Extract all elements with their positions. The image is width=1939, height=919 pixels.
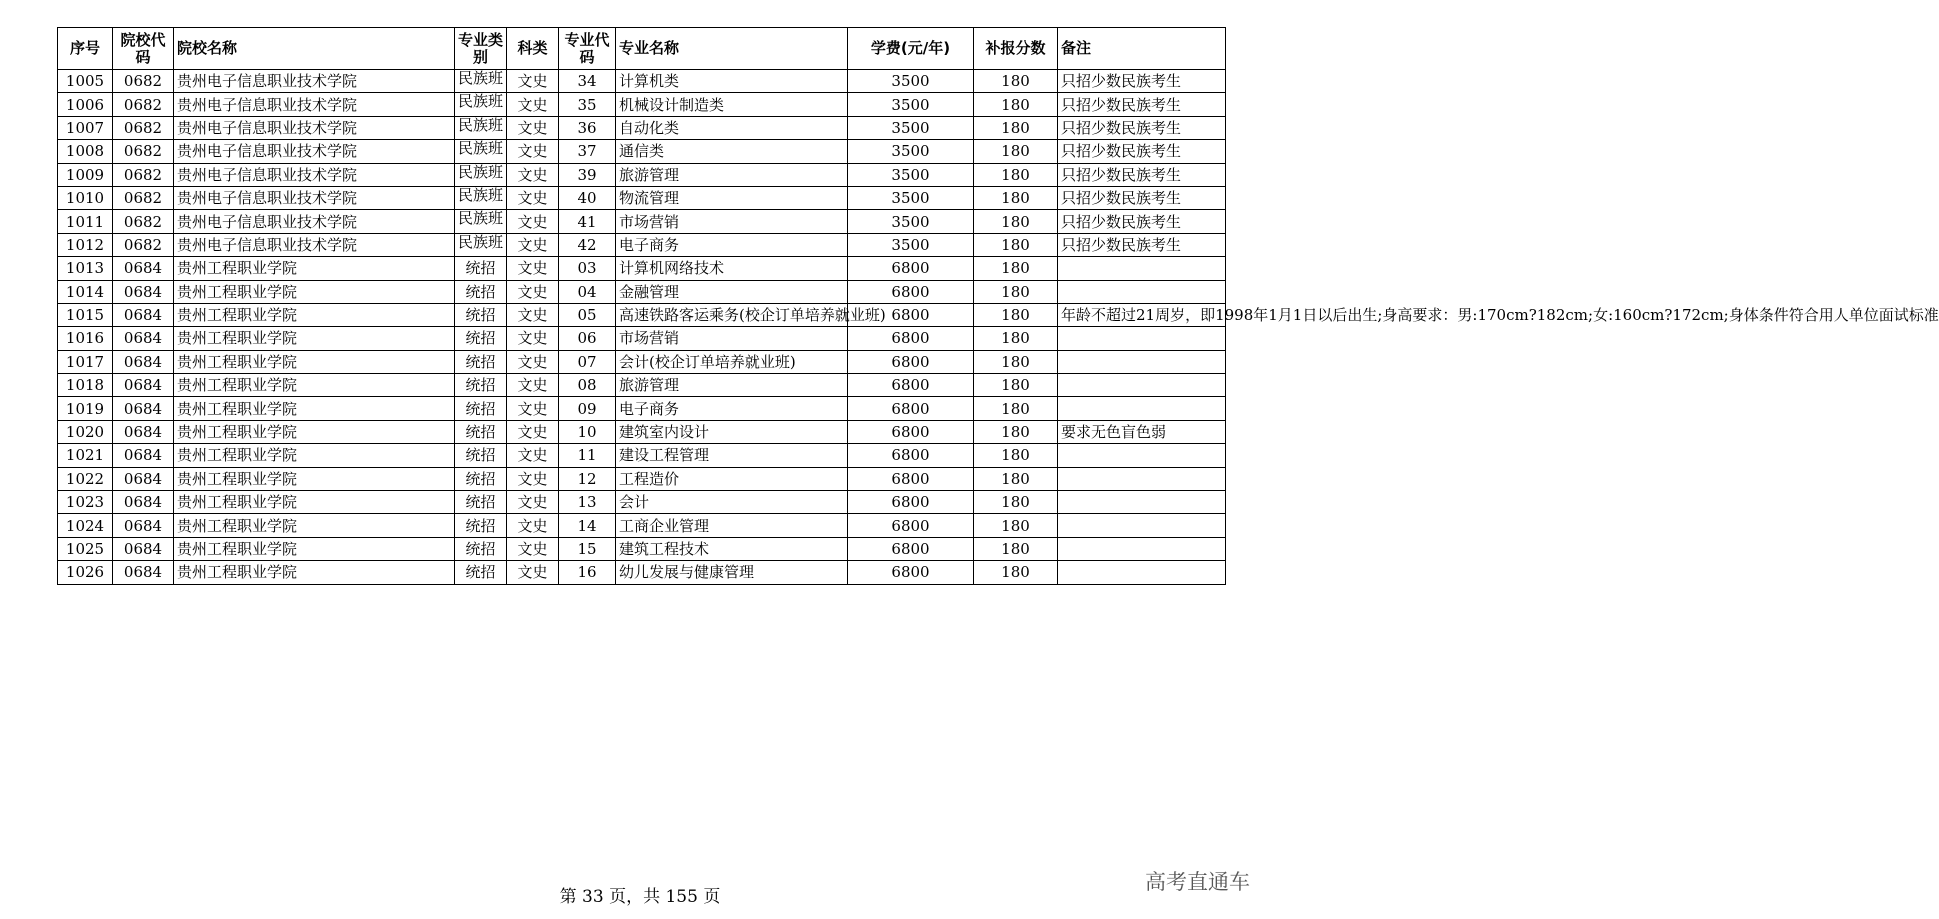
cell-seq: 1005 bbox=[58, 70, 113, 93]
table-row bbox=[58, 140, 1226, 163]
cell-school-name: 贵州工程职业学院 bbox=[174, 514, 455, 537]
cell-major-name: 市场营销 bbox=[616, 327, 848, 350]
cell-remark: 只招少数民族考生 bbox=[1058, 140, 1226, 163]
cell-major-name: 电子商务 bbox=[616, 397, 848, 420]
cell-school-name: 贵州工程职业学院 bbox=[174, 303, 455, 326]
cell-remark bbox=[1058, 537, 1226, 560]
cell-subject: 文史 bbox=[507, 116, 559, 139]
admissions-table bbox=[57, 27, 1939, 585]
cell-major-category: 民族班 bbox=[455, 116, 507, 139]
header-major-category: 专业类别 bbox=[455, 28, 507, 70]
cell-school-name: 贵州电子信息职业技术学院 bbox=[174, 70, 455, 93]
cell-major-category: 统招 bbox=[455, 303, 507, 326]
cell-school-code: 0684 bbox=[113, 327, 174, 350]
cell-subject: 文史 bbox=[507, 467, 559, 490]
cell-major-category: 统招 bbox=[455, 350, 507, 373]
cell-fee: 3500 bbox=[848, 186, 974, 209]
cell-seq: 1013 bbox=[58, 257, 113, 280]
cell-remark: 只招少数民族考生 bbox=[1058, 163, 1226, 186]
table-row bbox=[58, 561, 1226, 584]
cell-remark: 只招少数民族考生 bbox=[1058, 116, 1226, 139]
cell-major-name: 会计 bbox=[616, 491, 848, 514]
cell-score: 180 bbox=[974, 116, 1058, 139]
cell-school-name: 贵州电子信息职业技术学院 bbox=[174, 163, 455, 186]
cell-remark bbox=[1058, 374, 1226, 397]
cell-major-code: 07 bbox=[559, 350, 616, 373]
cell-subject: 文史 bbox=[507, 233, 559, 256]
cell-fee: 3500 bbox=[848, 93, 974, 116]
cell-school-name: 贵州电子信息职业技术学院 bbox=[174, 93, 455, 116]
cell-major-code: 34 bbox=[559, 70, 616, 93]
cell-major-code: 39 bbox=[559, 163, 616, 186]
cell-seq: 1026 bbox=[58, 561, 113, 584]
cell-major-code: 05 bbox=[559, 303, 616, 326]
cell-score: 180 bbox=[974, 163, 1058, 186]
table-header bbox=[58, 28, 1226, 70]
cell-fee: 3500 bbox=[848, 210, 974, 233]
cell-major-name: 市场营销 bbox=[616, 210, 848, 233]
cell-school-code: 0682 bbox=[113, 233, 174, 256]
cell-major-code: 37 bbox=[559, 140, 616, 163]
cell-remark: 年龄不超过21周岁，即1998年1月1日以后出生;身高要求：男:170cm?182cm;女:160cm?172cm;身体条件符合用人单位面试标准 bbox=[1058, 303, 1226, 326]
cell-major-name: 通信类 bbox=[616, 140, 848, 163]
cell-fee: 6800 bbox=[848, 561, 974, 584]
cell-major-code: 06 bbox=[559, 327, 616, 350]
cell-subject: 文史 bbox=[507, 374, 559, 397]
cell-major-code: 35 bbox=[559, 93, 616, 116]
cell-remark bbox=[1058, 327, 1226, 350]
cell-score: 180 bbox=[974, 210, 1058, 233]
cell-score: 180 bbox=[974, 186, 1058, 209]
cell-seq: 1023 bbox=[58, 491, 113, 514]
cell-seq: 1017 bbox=[58, 350, 113, 373]
cell-major-code: 09 bbox=[559, 397, 616, 420]
cell-remark: 只招少数民族考生 bbox=[1058, 210, 1226, 233]
cell-subject: 文史 bbox=[507, 257, 559, 280]
table-row bbox=[58, 303, 1226, 326]
cell-major-name: 自动化类 bbox=[616, 116, 848, 139]
cell-school-code: 0684 bbox=[113, 444, 174, 467]
cell-major-name: 计算机网络技术 bbox=[616, 257, 848, 280]
cell-score: 180 bbox=[974, 70, 1058, 93]
cell-major-category: 统招 bbox=[455, 514, 507, 537]
table-body bbox=[58, 69, 1939, 585]
page-number: 第 33 页，共 155 页 bbox=[559, 887, 721, 907]
cell-score: 180 bbox=[974, 491, 1058, 514]
cell-fee: 3500 bbox=[848, 70, 974, 93]
cell-major-name: 旅游管理 bbox=[616, 374, 848, 397]
cell-remark: 要求无色盲色弱 bbox=[1058, 420, 1226, 443]
cell-school-name: 贵州工程职业学院 bbox=[174, 397, 455, 420]
cell-school-name: 贵州工程职业学院 bbox=[174, 491, 455, 514]
cell-remark: 只招少数民族考生 bbox=[1058, 70, 1226, 93]
cell-seq: 1009 bbox=[58, 163, 113, 186]
cell-major-name: 幼儿发展与健康管理 bbox=[616, 561, 848, 584]
table-row bbox=[58, 327, 1226, 350]
cell-school-code: 0682 bbox=[113, 116, 174, 139]
cell-fee: 6800 bbox=[848, 491, 974, 514]
cell-major-name: 金融管理 bbox=[616, 280, 848, 303]
cell-major-name: 旅游管理 bbox=[616, 163, 848, 186]
cell-seq: 1021 bbox=[58, 444, 113, 467]
cell-major-code: 11 bbox=[559, 444, 616, 467]
cell-school-name: 贵州电子信息职业技术学院 bbox=[174, 140, 455, 163]
header-score: 补报分数 bbox=[974, 28, 1058, 70]
header-fee bbox=[848, 28, 974, 70]
cell-school-code: 0682 bbox=[113, 210, 174, 233]
cell-major-category: 民族班 bbox=[455, 140, 507, 163]
cell-major-category: 民族班 bbox=[455, 186, 507, 209]
cell-remark bbox=[1058, 280, 1226, 303]
cell-major-category: 统招 bbox=[455, 327, 507, 350]
cell-subject: 文史 bbox=[507, 93, 559, 116]
cell-score: 180 bbox=[974, 514, 1058, 537]
cell-school-name: 贵州工程职业学院 bbox=[174, 280, 455, 303]
cell-school-name: 贵州工程职业学院 bbox=[174, 420, 455, 443]
header-major-code: 专业代码 bbox=[559, 28, 616, 70]
cell-score: 180 bbox=[974, 93, 1058, 116]
cell-score: 180 bbox=[974, 303, 1058, 326]
cell-seq: 1006 bbox=[58, 93, 113, 116]
cell-school-name: 贵州工程职业学院 bbox=[174, 350, 455, 373]
cell-school-code: 0684 bbox=[113, 350, 174, 373]
cell-fee: 6800 bbox=[848, 420, 974, 443]
cell-subject: 文史 bbox=[507, 537, 559, 560]
cell-school-name: 贵州电子信息职业技术学院 bbox=[174, 116, 455, 139]
cell-major-category: 民族班 bbox=[455, 233, 507, 256]
cell-subject: 文史 bbox=[507, 70, 559, 93]
cell-major-name: 工程造价 bbox=[616, 467, 848, 490]
cell-major-code: 16 bbox=[559, 561, 616, 584]
cell-fee: 3500 bbox=[848, 163, 974, 186]
cell-remark: 只招少数民族考生 bbox=[1058, 93, 1226, 116]
cell-fee: 6800 bbox=[848, 537, 974, 560]
cell-remark bbox=[1058, 257, 1226, 280]
cell-major-code: 36 bbox=[559, 116, 616, 139]
cell-school-code: 0684 bbox=[113, 420, 174, 443]
cell-major-name: 建筑室内设计 bbox=[616, 420, 848, 443]
cell-score: 180 bbox=[974, 233, 1058, 256]
cell-fee: 3500 bbox=[848, 233, 974, 256]
cell-major-name: 工商企业管理 bbox=[616, 514, 848, 537]
cell-major-code: 15 bbox=[559, 537, 616, 560]
table-row bbox=[58, 514, 1226, 537]
cell-major-category: 民族班 bbox=[455, 70, 507, 93]
cell-major-category: 民族班 bbox=[455, 210, 507, 233]
cell-major-name: 电子商务 bbox=[616, 233, 848, 256]
table-row bbox=[58, 467, 1226, 490]
header-major-name: 专业名称 bbox=[616, 28, 848, 70]
table-row bbox=[58, 491, 1226, 514]
cell-major-category: 统招 bbox=[455, 467, 507, 490]
watermark-logo-text: 高考直通车 bbox=[1145, 870, 1250, 894]
cell-major-name: 建筑工程技术 bbox=[616, 537, 848, 560]
cell-subject: 文史 bbox=[507, 140, 559, 163]
cell-major-code: 13 bbox=[559, 491, 616, 514]
cell-subject: 文史 bbox=[507, 350, 559, 373]
cell-major-category: 统招 bbox=[455, 561, 507, 584]
cell-fee: 6800 bbox=[848, 280, 974, 303]
table-row bbox=[58, 374, 1226, 397]
cell-major-category: 统招 bbox=[455, 280, 507, 303]
cell-remark bbox=[1058, 561, 1226, 584]
header-seq: 序号 bbox=[58, 28, 113, 70]
cell-remark bbox=[1058, 397, 1226, 420]
cell-school-code: 0684 bbox=[113, 397, 174, 420]
cell-major-name: 高速铁路客运乘务(校企订单培养就业班) bbox=[616, 303, 848, 326]
cell-school-code: 0684 bbox=[113, 467, 174, 490]
cell-seq: 1016 bbox=[58, 327, 113, 350]
table-row bbox=[58, 186, 1226, 209]
cell-fee: 3500 bbox=[848, 140, 974, 163]
cell-subject: 文史 bbox=[507, 163, 559, 186]
cell-school-code: 0682 bbox=[113, 163, 174, 186]
header-school-name: 院校名称 bbox=[174, 28, 455, 70]
cell-school-name: 贵州工程职业学院 bbox=[174, 444, 455, 467]
table-row bbox=[58, 397, 1226, 420]
cell-major-code: 40 bbox=[559, 186, 616, 209]
cell-school-code: 0682 bbox=[113, 70, 174, 93]
cell-score: 180 bbox=[974, 397, 1058, 420]
cell-school-name: 贵州工程职业学院 bbox=[174, 257, 455, 280]
cell-seq: 1025 bbox=[58, 537, 113, 560]
table-row bbox=[58, 163, 1226, 186]
cell-subject: 文史 bbox=[507, 280, 559, 303]
cell-major-name: 计算机类 bbox=[616, 70, 848, 93]
cell-school-code: 0684 bbox=[113, 537, 174, 560]
cell-subject: 文史 bbox=[507, 444, 559, 467]
cell-subject: 文史 bbox=[507, 327, 559, 350]
cell-score: 180 bbox=[974, 257, 1058, 280]
cell-major-name: 会计(校企订单培养就业班) bbox=[616, 350, 848, 373]
cell-score: 180 bbox=[974, 350, 1058, 373]
cell-fee: 6800 bbox=[848, 514, 974, 537]
cell-seq: 1022 bbox=[58, 467, 113, 490]
cell-major-category: 统招 bbox=[455, 491, 507, 514]
cell-seq: 1007 bbox=[58, 116, 113, 139]
cell-subject: 文史 bbox=[507, 514, 559, 537]
cell-score: 180 bbox=[974, 561, 1058, 584]
table-row bbox=[58, 257, 1226, 280]
cell-remark bbox=[1058, 514, 1226, 537]
cell-school-name: 贵州电子信息职业技术学院 bbox=[174, 186, 455, 209]
cell-major-code: 42 bbox=[559, 233, 616, 256]
cell-school-name: 贵州工程职业学院 bbox=[174, 537, 455, 560]
cell-school-name: 贵州工程职业学院 bbox=[174, 561, 455, 584]
cell-fee: 3500 bbox=[848, 116, 974, 139]
cell-subject: 文史 bbox=[507, 303, 559, 326]
cell-major-category: 统招 bbox=[455, 257, 507, 280]
cell-fee: 6800 bbox=[848, 397, 974, 420]
cell-score: 180 bbox=[974, 280, 1058, 303]
cell-fee: 6800 bbox=[848, 444, 974, 467]
cell-major-name: 物流管理 bbox=[616, 186, 848, 209]
cell-school-code: 0682 bbox=[113, 93, 174, 116]
cell-remark bbox=[1058, 491, 1226, 514]
cell-major-code: 03 bbox=[559, 257, 616, 280]
table-row bbox=[58, 233, 1226, 256]
cell-school-code: 0682 bbox=[113, 140, 174, 163]
cell-score: 180 bbox=[974, 327, 1058, 350]
cell-major-category: 统招 bbox=[455, 444, 507, 467]
cell-seq: 1018 bbox=[58, 374, 113, 397]
cell-seq: 1012 bbox=[58, 233, 113, 256]
cell-seq: 1008 bbox=[58, 140, 113, 163]
cell-school-code: 0684 bbox=[113, 491, 174, 514]
cell-subject: 文史 bbox=[507, 491, 559, 514]
cell-major-category: 统招 bbox=[455, 537, 507, 560]
cell-remark bbox=[1058, 444, 1226, 467]
cell-seq: 1010 bbox=[58, 186, 113, 209]
cell-school-code: 0684 bbox=[113, 374, 174, 397]
cell-school-code: 0684 bbox=[113, 303, 174, 326]
cell-school-name: 贵州电子信息职业技术学院 bbox=[174, 210, 455, 233]
cell-seq: 1015 bbox=[58, 303, 113, 326]
cell-major-category: 统招 bbox=[455, 374, 507, 397]
cell-score: 180 bbox=[974, 444, 1058, 467]
cell-major-category: 民族班 bbox=[455, 93, 507, 116]
cell-fee: 6800 bbox=[848, 327, 974, 350]
cell-score: 180 bbox=[974, 140, 1058, 163]
table-row bbox=[58, 350, 1226, 373]
cell-score: 180 bbox=[974, 467, 1058, 490]
table-row bbox=[58, 280, 1226, 303]
table-row bbox=[58, 420, 1226, 443]
table-row bbox=[58, 537, 1226, 560]
cell-fee: 6800 bbox=[848, 350, 974, 373]
cell-seq: 1020 bbox=[58, 420, 113, 443]
cell-school-name: 贵州电子信息职业技术学院 bbox=[174, 233, 455, 256]
cell-school-name: 贵州工程职业学院 bbox=[174, 327, 455, 350]
table-row bbox=[58, 93, 1226, 116]
cell-school-code: 0684 bbox=[113, 514, 174, 537]
cell-school-name: 贵州工程职业学院 bbox=[174, 467, 455, 490]
cell-fee: 6800 bbox=[848, 374, 974, 397]
cell-fee: 6800 bbox=[848, 467, 974, 490]
header-fee-unit: (元/年) bbox=[900, 39, 951, 57]
cell-score: 180 bbox=[974, 374, 1058, 397]
cell-subject: 文史 bbox=[507, 186, 559, 209]
cell-major-code: 10 bbox=[559, 420, 616, 443]
cell-school-code: 0682 bbox=[113, 186, 174, 209]
cell-score: 180 bbox=[974, 537, 1058, 560]
cell-major-name: 机械设计制造类 bbox=[616, 93, 848, 116]
cell-major-category: 统招 bbox=[455, 420, 507, 443]
header-fee-label: 学费 bbox=[870, 39, 901, 57]
cell-major-code: 41 bbox=[559, 210, 616, 233]
table-row bbox=[58, 444, 1226, 467]
cell-subject: 文史 bbox=[507, 210, 559, 233]
cell-subject: 文史 bbox=[507, 561, 559, 584]
cell-subject: 文史 bbox=[507, 420, 559, 443]
header-remark: 备注 bbox=[1058, 28, 1226, 70]
header-subject: 科类 bbox=[507, 28, 559, 70]
cell-school-code: 0684 bbox=[113, 257, 174, 280]
cell-remark bbox=[1058, 350, 1226, 373]
cell-seq: 1014 bbox=[58, 280, 113, 303]
cell-seq: 1019 bbox=[58, 397, 113, 420]
cell-major-code: 12 bbox=[559, 467, 616, 490]
cell-school-code: 0684 bbox=[113, 561, 174, 584]
cell-score: 180 bbox=[974, 420, 1058, 443]
cell-remark bbox=[1058, 467, 1226, 490]
cell-seq: 1024 bbox=[58, 514, 113, 537]
cell-major-category: 统招 bbox=[455, 397, 507, 420]
header-school-code: 院校代码 bbox=[113, 28, 174, 70]
cell-subject: 文史 bbox=[507, 397, 559, 420]
cell-fee: 6800 bbox=[848, 257, 974, 280]
cell-major-category: 民族班 bbox=[455, 163, 507, 186]
cell-seq: 1011 bbox=[58, 210, 113, 233]
table-row bbox=[58, 116, 1226, 139]
cell-remark: 只招少数民族考生 bbox=[1058, 186, 1226, 209]
table-row bbox=[58, 70, 1226, 93]
cell-major-code: 14 bbox=[559, 514, 616, 537]
cell-school-code: 0684 bbox=[113, 280, 174, 303]
cell-school-name: 贵州工程职业学院 bbox=[174, 374, 455, 397]
table-row bbox=[58, 210, 1226, 233]
cell-remark: 只招少数民族考生 bbox=[1058, 233, 1226, 256]
cell-major-name: 建设工程管理 bbox=[616, 444, 848, 467]
cell-major-code: 08 bbox=[559, 374, 616, 397]
cell-major-code: 04 bbox=[559, 280, 616, 303]
cell-fee: 6800 bbox=[848, 303, 974, 326]
